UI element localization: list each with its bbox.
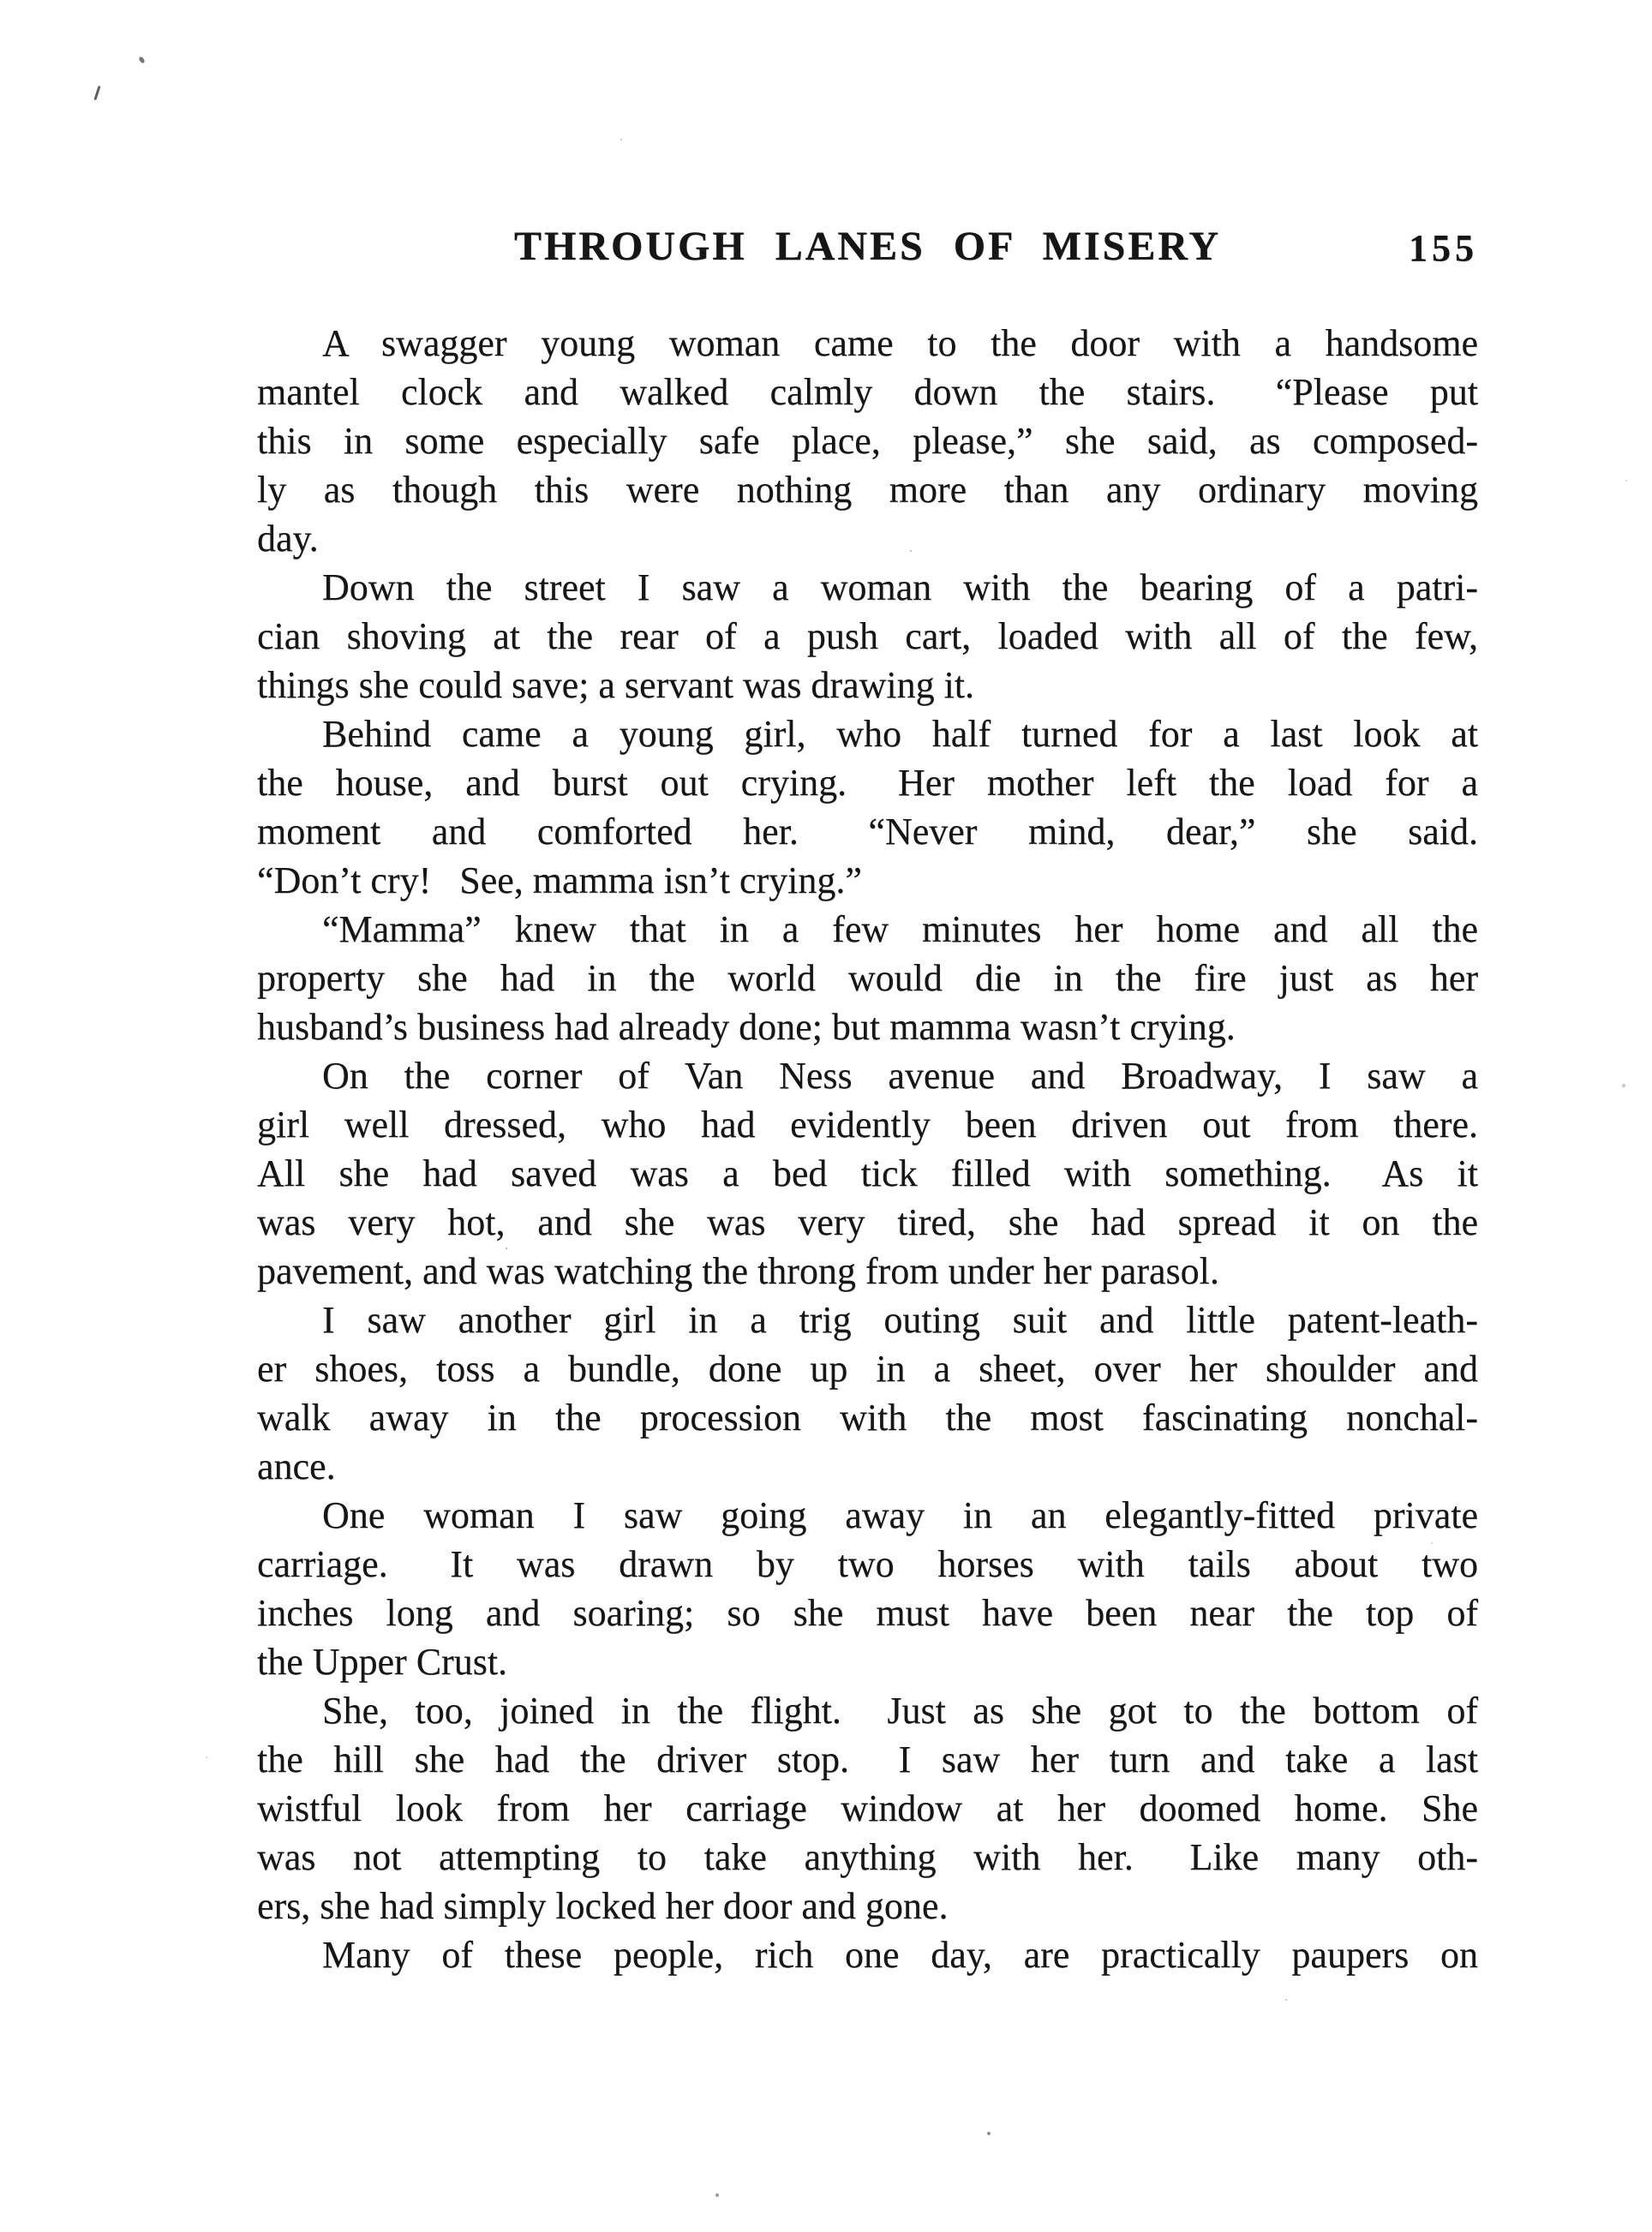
running-head [257,223,1478,278]
text-line: One woman I saw going away in an elegantly-fitted private [322,1494,1478,1536]
text-line: day. [257,518,319,559]
text-line: pavement, and was watching the throng from under her parasol. [257,1250,1219,1292]
text-line: things she could save; a servant was drawing it. [257,664,975,706]
text-line: “Mamma” knew that in a few minutes her home and all the [322,908,1478,950]
text-line: was very hot, and she was very tired, she had spread it on the [257,1201,1478,1243]
text-line: girl well dressed, who had evidently been driven out from there. [257,1104,1478,1146]
text-line: ers, she had simply locked her door and gone. [257,1885,949,1927]
text-line: this in some especially safe place, please,” she said, as composed- [257,420,1478,462]
text-line: Many of these people, rich one day, are practically paupers on [322,1934,1478,1976]
text-line: She, too, joined in the flight. Just as she got to the bottom of [322,1690,1478,1732]
text-line: ance. [257,1445,336,1487]
page-number: 155 [1409,227,1478,269]
text-line: moment and comforted her. “Never mind, dear,” she said. [257,811,1478,853]
text-line: carriage. It was drawn by two horses with tails about two [257,1543,1478,1585]
text-line: property she had in the world would die in the fire just as her [257,957,1478,999]
text-line: Behind came a young girl, who half turned for a last look at [322,713,1478,755]
text-line: was not attempting to take anything with her. Like many oth- [257,1836,1478,1878]
page-title: THROUGH LANES OF MISERY [514,224,1221,269]
text-line: the hill she had the driver stop. I saw her turn and take a last [257,1738,1478,1780]
text-line: I saw another girl in a trig outing suit and little patent-leath- [322,1299,1478,1341]
scan-artifact [138,56,146,63]
text-line: A swagger young woman came to the door with a handsome [322,322,1478,364]
text-line: husband’s business had already done; but mamma wasn’t crying. [257,1006,1236,1048]
page-body [257,319,1478,1979]
text-line: ly as though this were nothing more than any ordinary moving [257,469,1478,511]
text-line: On the corner of Van Ness avenue and Broadway, I saw a [322,1055,1478,1097]
text-line: “Don’t cry! See, mamma isn’t crying.” [257,859,862,901]
text-line: All she had saved was a bed tick filled with something. As it [257,1152,1478,1194]
scan-artifact [93,86,100,100]
text-line: the Upper Crust. [257,1641,508,1683]
text-line: er shoes, toss a bundle, done up in a sheet, over her shoulder and [257,1348,1478,1390]
text-line: Down the street I saw a woman with the bearing of a patri- [322,566,1478,608]
scan-noise [0,0,2,2]
text-line: inches long and soaring; so she must have been near the top of [257,1592,1478,1634]
text-line: wistful look from her carriage window at her doomed home. She [257,1787,1478,1829]
text-line: the house, and burst out crying. Her mother left the load for a [257,762,1478,804]
text-line: walk away in the procession with the most fascinating nonchal- [257,1397,1478,1439]
text-line: mantel clock and walked calmly down the stairs. “Please put [257,371,1478,413]
text-line: cian shoving at the rear of a push cart, loaded with all of the few, [257,615,1478,657]
